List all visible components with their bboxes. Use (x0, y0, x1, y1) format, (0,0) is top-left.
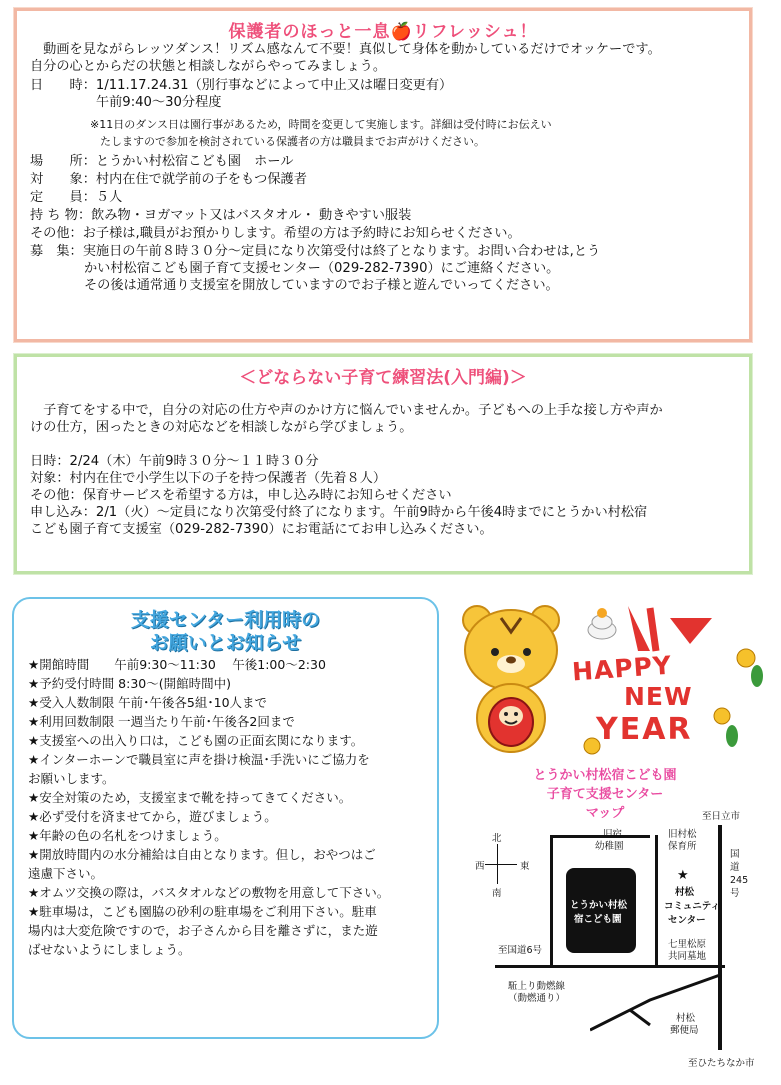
star-icon: ★ (677, 868, 689, 883)
notice-title: お願いとお知らせ (149, 632, 302, 654)
map-title: 子育て支援センター (546, 787, 664, 802)
compass-west: 西 (475, 861, 485, 872)
refresh-place: 場 所：とうかい村松宿こども園 ホール (30, 154, 294, 169)
parenting-apply: 申し込み：2/1（火）～定員になり次第受付終了になります。午前9時から午後4時までにとうかい村松宿 (30, 505, 648, 520)
road-vertical-mid (655, 835, 658, 965)
notice-item: ★受入人数制限 午前･午後各5組･10人まで (28, 695, 268, 710)
road-vertical-left (550, 835, 553, 965)
community-label: コミュニティ (664, 901, 721, 912)
tiger-illustration (455, 598, 567, 758)
route-245-label: 国道245号 (730, 849, 749, 899)
old-nursery-label: 保育所 (668, 841, 697, 852)
map-title: マップ (585, 806, 625, 821)
notice-item: ★支援室への出入り口は，こども園の正面玄関になります。 (28, 733, 364, 748)
old-kindergarten-label: 旧宿 (603, 829, 623, 840)
refresh-date: 日 時：1/11.17.24.31（別行事などによって中止又は曜日変更有） (30, 78, 453, 93)
kodomoen-label: とうかい村松 (570, 900, 628, 911)
route-6-label: 至国道6号 (498, 945, 543, 956)
notice-item: ★駐車場は，こども園脇の砂利の駐車場をご利用下さい。駐車 (28, 904, 377, 919)
kodomoen-label: 宿こども園 (574, 914, 622, 925)
railway-label: （動燃通り） (508, 993, 566, 1004)
refresh-time: 午前9:40～30分程度 (30, 95, 222, 110)
refresh-note: たしますので参加を検討されている保護者の方は職員までお声がけください。 (100, 135, 485, 148)
refresh-recruit: その後は通常通り支援室を開放していますのでお子様と遊んでいってください。 (84, 278, 559, 293)
notice-item: ★年齢の色の名札をつけましょう。 (28, 828, 227, 843)
notice-item: ★安全対策のため，支援室まで靴を持ってきてください。 (28, 790, 352, 805)
year-text: YEAR (596, 712, 693, 747)
notice-item: ★オムツ交換の際は，バスタオルなどの敷物を用意して下さい。 (28, 885, 390, 900)
to-hitachinaka-label: 至ひたちなか市 (688, 1058, 755, 1069)
refresh-line: 自分の心とからだの状態と相談しながらやってみましょう。 (30, 59, 387, 74)
old-kindergarten-label: 幼稚園 (595, 841, 624, 852)
notice-item: ★開放時間内の水分補給は自由となります。但し，おやつはご (28, 847, 376, 862)
new-text: NEW (624, 682, 693, 711)
refresh-capacity: 定 員：５人 (30, 190, 123, 205)
parenting-line: 子育てをする中で，自分の対応の仕方や声のかけ方に悩んでいませんか。子どもへの上手な接し方や声か (30, 403, 663, 418)
happy-text: HAPPY (571, 650, 673, 687)
notice-item: ★予約受付時間 8:30～(開館時間中) (28, 676, 232, 691)
cemetery-label: 七里松原 (668, 939, 707, 950)
to-hitachi-label: 至日立市 (702, 811, 741, 822)
notice-item: ★インターホーンで職員室に声を掛け検温･手洗いにご協力を (28, 752, 370, 767)
parenting-target: 対象：村内在住で小学生以下の子を持つ保護者（先着８人） (30, 471, 387, 486)
happy-new-year (572, 596, 772, 756)
compass-south: 南 (492, 888, 502, 899)
parenting-line: けの仕方，困ったときの対応などを相談しながら学びましょう。 (30, 420, 413, 435)
refresh-recruit: 募 集：実施日の午前８時３０分～定員になり次第受付は終了となります。お問い合わせは,とう (30, 244, 601, 259)
refresh-line: 動画を見ながらレッツダンス！リズム感なんて不要！真似して身体を動かしているだけでオッケーです。 (30, 42, 661, 57)
compass-ew-line (485, 864, 517, 865)
refresh-belongings: 持 ち 物：飲み物・ヨガマット又はバスタオル・ 動きやすい服装 (30, 208, 412, 223)
parenting-title: ＜どならない子育て練習法(入門編)＞ (239, 368, 527, 388)
refresh-note: ※11日のダンス日は園行事があるため，時間を変更して実施します。詳細は受付時にお伝えい (90, 118, 552, 131)
compass-north: 北 (492, 833, 502, 844)
parenting-date: 日時：2/24（木）午前9時３０分～１１時３０分 (30, 454, 319, 469)
post-office-label: 郵便局 (670, 1025, 699, 1036)
cemetery-label: 共同墓地 (668, 951, 707, 962)
notice-item: お願いします。 (28, 771, 115, 786)
railway-label: 駈上り動燃線 (508, 981, 566, 992)
old-nursery-label: 旧村松 (668, 829, 697, 840)
community-label: 村松 (675, 887, 695, 898)
route-6-road (495, 965, 725, 968)
parenting-apply: こども園子育て支援室（029-282-7390）にお電話にてお申し込みください。 (30, 522, 493, 537)
notice-item: ★必ず受付を済ませてから，遊びましょう。 (28, 809, 277, 824)
notice-item: ばせないようにしましょう。 (28, 942, 191, 957)
notice-item: ★開館時間 午前9:30～11:30 午後1:00～2:30 (28, 657, 326, 672)
post-office-label: 村松 (676, 1013, 696, 1024)
refresh-title: 保護者のほっと一息🍎リフレッシュ！ (228, 22, 538, 42)
parenting-other: その他：保育サービスを希望する方は，申し込み時にお知らせください (30, 488, 452, 503)
compass-east: 東 (520, 861, 530, 872)
map-title: とうかい村松宿こども園 (533, 768, 677, 783)
notice-title: 支援センター利用時の (130, 609, 321, 631)
notice-item: 場内は大変危険ですので，お子さんから目を離さずに，また遊 (28, 923, 378, 938)
refresh-other: その他：お子様は,職員がお預かりします。希望の方は予約時にお知らせください。 (30, 226, 521, 241)
refresh-recruit: かい村松宿こども園子育て支援センター（029-282-7390）にご連絡ください。 (84, 261, 560, 276)
community-label: センター (668, 915, 706, 926)
notice-item: 遠慮下さい。 (28, 866, 104, 881)
refresh-target: 対 象：村内在住で就学前の子をもつ保護者 (30, 172, 307, 187)
railway-road (590, 970, 725, 1045)
notice-item: ★利用回数制限 一週当たり午前･午後各2回まで (28, 714, 295, 729)
